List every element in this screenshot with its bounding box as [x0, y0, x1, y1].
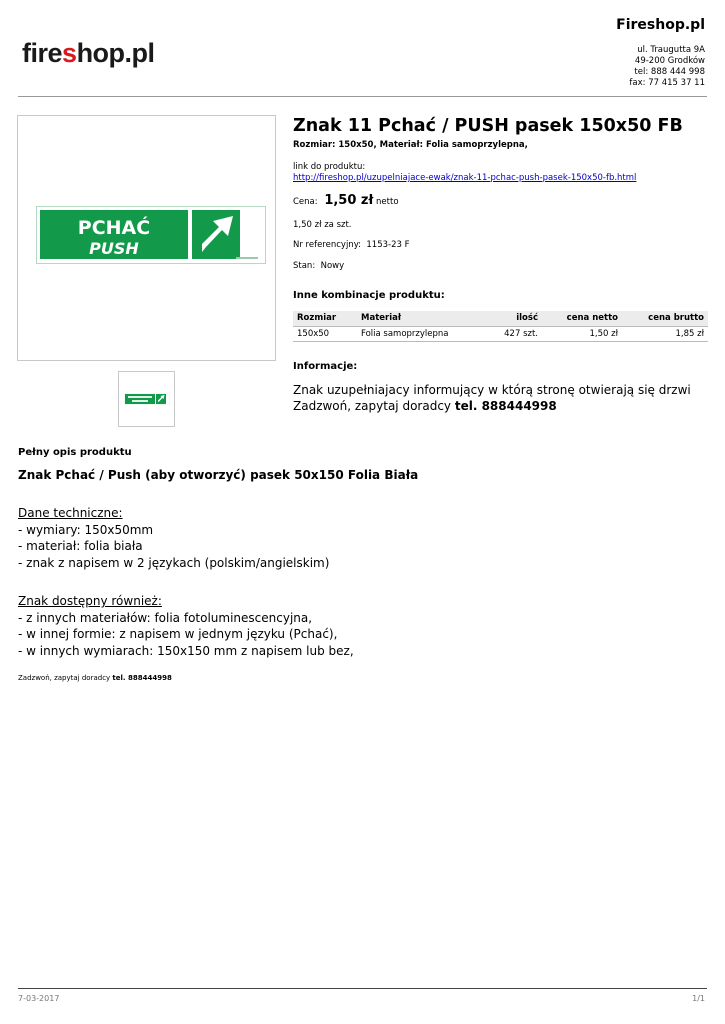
product-main-image[interactable]: [17, 115, 276, 361]
state-row: [293, 261, 344, 271]
svg-text:fireshop.pl: fireshop.pl: [22, 38, 155, 68]
availability-heading: Znak dostępny również:: [18, 594, 162, 608]
sign-text-pl: PCHAĆ: [77, 217, 151, 239]
small-contact: [18, 674, 172, 682]
footer-page-number: 1/1: [692, 994, 705, 1003]
table-row[interactable]: [293, 326, 708, 341]
logo-graphic: [22, 36, 158, 70]
info-line: Znak uzupełniajacy informujący w którą stronę otwierają się drzwi: [293, 383, 691, 397]
tech-item: - znak z napisem w 2 językach (polskim/angielskim): [18, 555, 330, 570]
product-link-label: link do produktu:: [293, 162, 366, 172]
cell-gross-price: 1,85 zł: [622, 326, 708, 341]
combinations-heading: Inne kombinacje produktu:: [293, 290, 445, 301]
col-net-price: cena netto: [542, 311, 622, 326]
reference-value: 1153-23 F: [366, 240, 410, 250]
footer-date: 7-03-2017: [18, 994, 60, 1003]
product-subtitle: Rozmiar: 150x50, Materiał: Folia samoprzylepna,: [293, 140, 528, 150]
combinations-table: [293, 311, 708, 342]
col-quantity: ilość: [482, 311, 542, 326]
price-row: [293, 193, 399, 208]
info-text: [293, 382, 691, 414]
cell-material: Folia samoprzylepna: [357, 326, 482, 341]
price-suffix: netto: [376, 197, 399, 207]
tech-item: - materiał: folia biała: [18, 539, 143, 553]
cell-net-price: 1,50 zł: [542, 326, 622, 341]
info-contact: [293, 398, 691, 414]
price-value: 1,50 zł: [324, 193, 374, 208]
store-address: [629, 45, 705, 89]
info-contact-prefix: Zadzwoń, zapytaj doradcy: [293, 399, 452, 413]
reference-row: [293, 240, 409, 250]
product-thumbnail[interactable]: [118, 371, 175, 427]
full-description-body: [18, 505, 354, 659]
spacer: [18, 571, 354, 593]
header-divider: [18, 96, 707, 97]
fireshop-logo[interactable]: [22, 36, 158, 70]
cell-quantity: 427 szt.: [482, 326, 542, 341]
availability-item: - w innych wymiarach: 150x150 mm z napisem lub bez,: [18, 643, 354, 658]
col-size: Rozmiar: [293, 311, 357, 326]
info-contact-phone: tel. 888444998: [454, 399, 557, 413]
availability-item: - z innych materiałów: folia fotoluminescencyjna,: [18, 610, 313, 625]
availability-item: - w innej formie: z napisem w jednym języku (Pchać),: [18, 627, 338, 641]
sign-text-en: PUSH: [89, 239, 139, 258]
col-gross-price: cena brutto: [622, 311, 708, 326]
push-sign-thumbnail: [124, 393, 170, 405]
state-value: Nowy: [320, 261, 345, 271]
state-label: Stan:: [293, 261, 316, 271]
info-heading: Informacje:: [293, 361, 358, 372]
full-description-heading: Pełny opis produktu: [18, 447, 132, 458]
push-sign-image: [36, 206, 266, 264]
store-name: Fireshop.pl: [616, 17, 705, 33]
full-description-title: Znak Pchać / Push (aby otworzyć) pasek 50x150 Folia Biała: [18, 468, 419, 482]
product-title: Znak 11 Pchać / PUSH pasek 150x50 FB: [293, 116, 683, 136]
col-material: Materiał: [357, 311, 482, 326]
reference-label: Nr referencyjny:: [293, 240, 361, 250]
small-contact-prefix: Zadzwoń, zapytaj doradcy: [18, 674, 111, 682]
address-street: ul. Traugutta 9A: [637, 45, 705, 55]
price-label: Cena:: [293, 197, 318, 207]
combinations-header-row: [293, 311, 708, 326]
small-contact-phone: tel. 888444998: [112, 674, 172, 682]
address-fax: fax: 77 415 37 11: [629, 78, 705, 88]
tech-heading: Dane techniczne:: [18, 506, 123, 520]
tech-item: - wymiary: 150x50mm: [18, 522, 154, 537]
product-link[interactable]: http://fireshop.pl/uzupelniajace-ewak/znak-11-pchac-push-pasek-150x50-fb.html: [293, 173, 637, 183]
price-per-unit: 1,50 zł za szt.: [293, 220, 352, 230]
cell-size: 150x50: [293, 326, 357, 341]
footer-divider: [18, 988, 707, 989]
address-city: 49-200 Grodków: [634, 56, 705, 66]
address-phone: tel: 888 444 998: [634, 67, 705, 77]
